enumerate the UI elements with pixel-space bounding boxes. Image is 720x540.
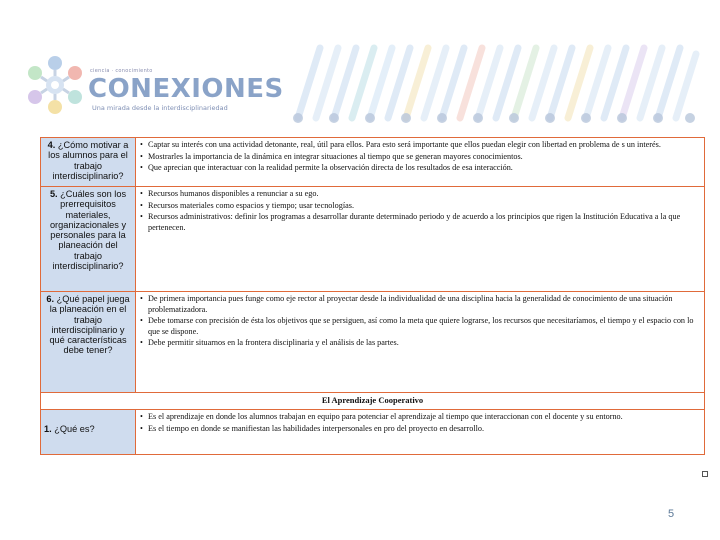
planning-table xyxy=(40,137,705,455)
list-item: • Que aprecian que interactuar con la realidad permite la observación directa de los resultados de esa interacción. xyxy=(139,163,701,174)
list-item: • Recursos humanos disponibles a renunciar a su ego. xyxy=(139,189,701,200)
question-text: ¿Cuáles son los prerrequisitos materiales, organizacionales y personales para la planeación del trabajo interdisciplinario? xyxy=(49,189,127,272)
table-row xyxy=(41,187,705,292)
question-number: 4. xyxy=(47,140,56,150)
list-item: • Es el tiempo en donde se manifiestan las habilidades interpersonales en pro del proyecto en desarrollo. xyxy=(139,424,701,435)
question-cell xyxy=(41,138,136,187)
brand-name: CONEXIONES xyxy=(88,74,284,104)
list-item: • Mostrarles la importancia de la dinámica en integrar situaciones al tiempo que se generan mayores conocimientos. xyxy=(139,152,701,163)
list-item: • Es el aprendizaje en donde los alumnos trabajan en equipo para potenciar el aprendizaje al tiempo que interaccionan con el docente y su entorno. xyxy=(139,412,701,423)
answer-cell xyxy=(136,292,705,393)
section-title: El Aprendizaje Cooperativo xyxy=(41,393,705,410)
table-row xyxy=(41,410,705,455)
brand-subtitle: Una mirada desde la interdisciplinariedad xyxy=(92,104,228,112)
question-number: 1. xyxy=(44,424,52,434)
question-cell xyxy=(41,292,136,393)
answer-cell xyxy=(136,187,705,292)
list-item: • Debe permitir situarnos en la frontera disciplinaria y el análisis de las partes. xyxy=(139,338,701,349)
section-row xyxy=(41,393,705,410)
list-item: • Recursos materiales como espacios y tiempo; usar tecnologías. xyxy=(139,201,701,212)
question-text: ¿Cómo motivar a los alumnos para el trabajo interdisciplinario? xyxy=(48,140,129,181)
decorative-stripes-graphic xyxy=(290,40,700,130)
brand-tagline: ciencia · conocimiento xyxy=(90,68,153,74)
question-cell xyxy=(41,410,136,455)
list-item: • Captar su interés con una actividad detonante, real, útil para ellos. Para esto será importante que ellos puedan elegir con libertad en problema de s un interés. xyxy=(139,140,701,151)
question-cell xyxy=(41,187,136,292)
table-row xyxy=(41,292,705,393)
answer-cell xyxy=(136,138,705,187)
resize-handle[interactable] xyxy=(702,471,708,477)
question-text: ¿Qué es? xyxy=(54,424,95,434)
list-item: • Recursos administrativos: definir los programas a desarrollar durante determinado periodo y de acuerdo a los principios que rigen la Institución Educativa a la que pertenecen. xyxy=(139,212,701,233)
answer-cell xyxy=(136,410,705,455)
list-item: • Debe tomarse con precisión de ésta los objetivos que se persiguen, así como la meta que quiere lograrse, los recursos que necesitaríamos, el tiempo y el espacio con lo que se dispone. xyxy=(139,316,701,337)
question-number: 6. xyxy=(46,294,55,304)
question-text: ¿Qué papel juega la planeación en el trabajo interdisciplinario y qué características debe tener? xyxy=(49,294,130,356)
slide-header xyxy=(0,0,720,135)
question-number: 5. xyxy=(49,189,58,199)
table-row xyxy=(41,138,705,187)
conexiones-logo-icon xyxy=(20,55,90,115)
page-number: 5 xyxy=(668,508,675,520)
list-item: • De primera importancia pues funge como eje rector al proyectar desde la individualidad de una disciplina hacia la generalidad de conocimiento de una situación problematizadora. xyxy=(139,294,701,315)
